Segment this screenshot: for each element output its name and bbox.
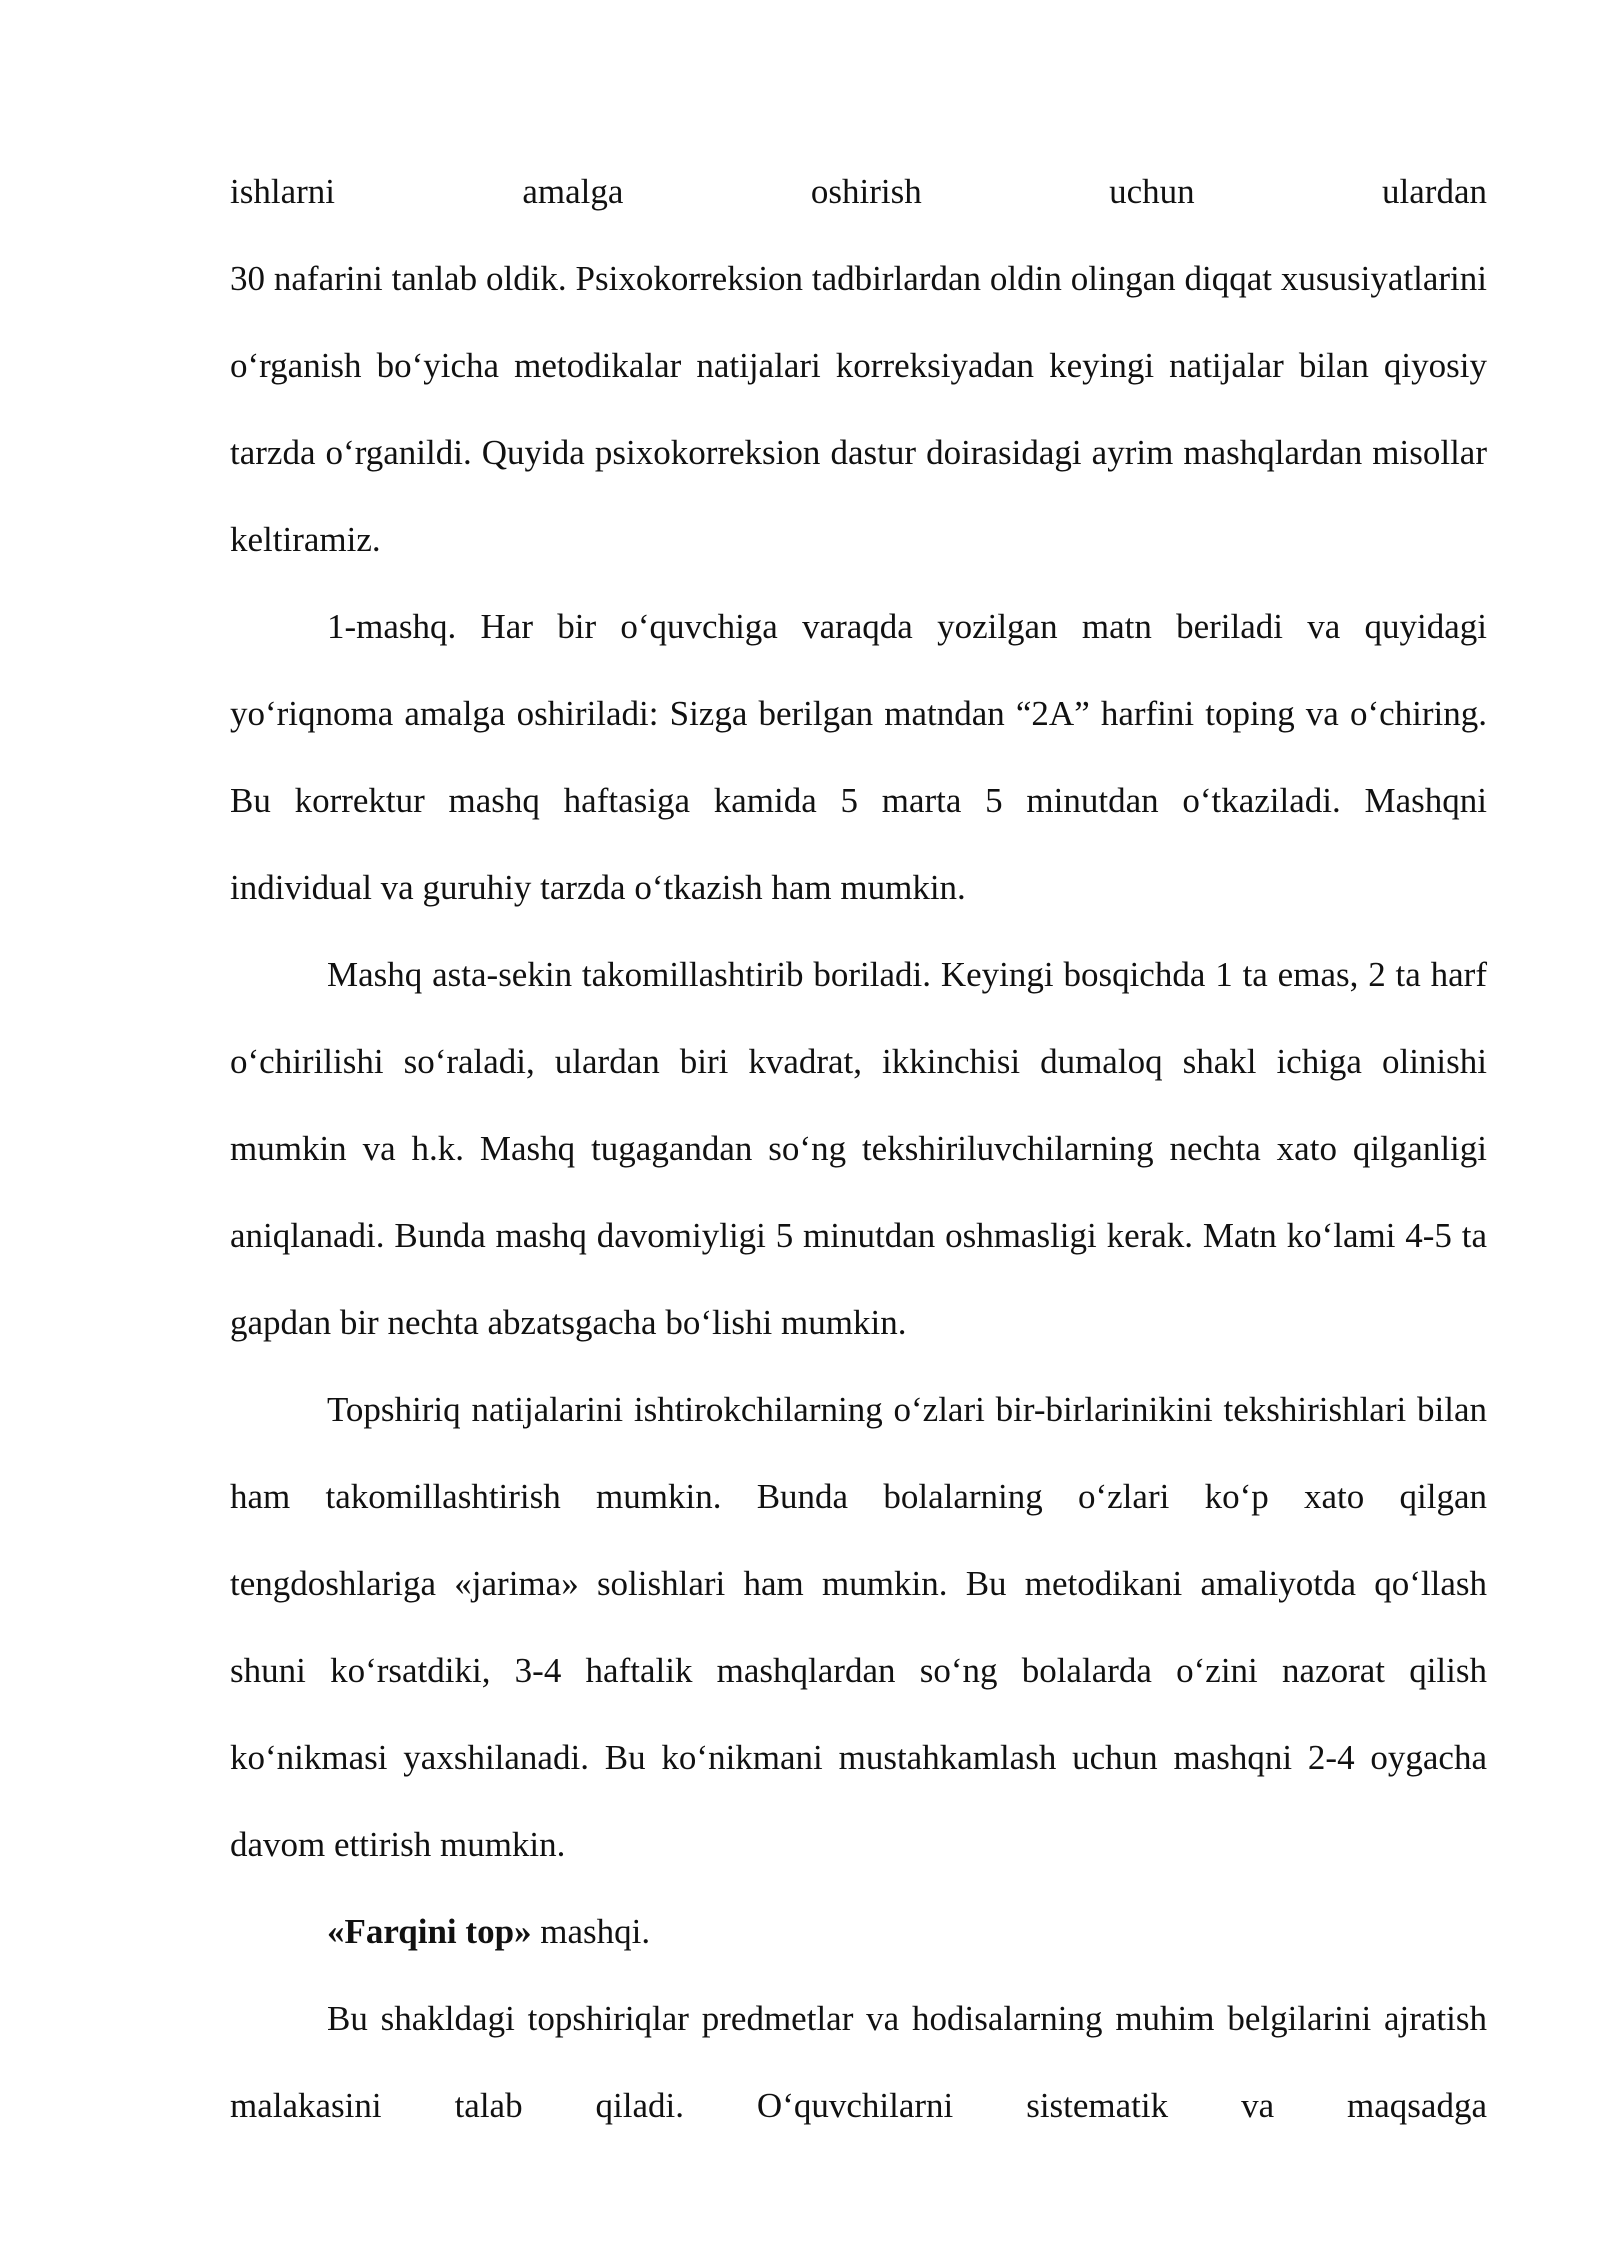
exercise-title-suffix: mashqi. (531, 1912, 651, 1951)
paragraph-continuation-first-line: ishlarni amalga oshirish uchun ulardan (230, 172, 1487, 211)
exercise-title: «Farqini top» (327, 1912, 532, 1951)
paragraph-results-check: Topshiriq natijalarini ishtirokchilarning o‘zlari bir-birlarinikini tekshirishlari bilan ham takomillashtirish mumkin. Bunda bolalarning o‘zlari ko‘p xato qilgan tengdoshlariga «jarima» solishlari ham mumkin. Bu metodikani amaliyotda qo‘llash shuni ko‘rsatdiki, 3-4 haftalik mashqlardan so‘ng bolalarda o‘zini nazorat qilish ko‘nikmasi yaxshilanadi. Bu ko‘nikmani mustahkamlash uchun mashqni 2-4 oygacha davom ettirish mumkin. (230, 1390, 1487, 1864)
paragraph-continuation: 30 nafarini tanlab oldik. Psixokorreksion tadbirlardan oldin olingan diqqat xususiyatlarini o‘rganish bo‘yicha metodikalar natijalari korreksiyadan keyingi natijalar bilan qiyosiy tarzda o‘rganildi. Quyida psixokorreksion dastur doirasidagi ayrim mashqlardan misollar keltiramiz. (230, 259, 1487, 559)
paragraph-exercise-1: 1-mashq. Har bir o‘quvchiga varaqda yozilgan matn beriladi va quyidagi yo‘riqnoma amalga oshiriladi: Sizga berilgan matndan “2A” harfini toping va o‘chiring. Bu korrektur mashq haftasiga kamida 5 marta 5 minutdan o‘tkaziladi. Mashqni individual va guruhiy tarzda o‘tkazish ham mumkin. (230, 607, 1487, 907)
paragraph-exercise-description: Bu shakldagi topshiriqlar predmetlar va hodisalarning muhim belgilarini ajratish malakasini talab qiladi. O‘quvchilarni sistematik va maqsadga (230, 1999, 1487, 2125)
document-page (230, 148, 1487, 2149)
paragraph-exercise-heading (230, 1888, 1487, 1975)
paragraph-exercise-progression: Mashq asta-sekin takomillashtirib boriladi. Keyingi bosqichda 1 ta emas, 2 ta harf o‘chirilishi so‘raladi, ulardan biri kvadrat, ikkinchisi dumaloq shakl ichiga olinishi mumkin va h.k. Mashq tugagandan so‘ng tekshiriluvchilarning nechta xato qilganligi aniqlanadi. Bunda mashq davomiyligi 5 minutdan oshmasligi kerak. Matn ko‘lami 4-5 ta gapdan bir nechta abzatsgacha bo‘lishi mumkin. (230, 955, 1487, 1342)
